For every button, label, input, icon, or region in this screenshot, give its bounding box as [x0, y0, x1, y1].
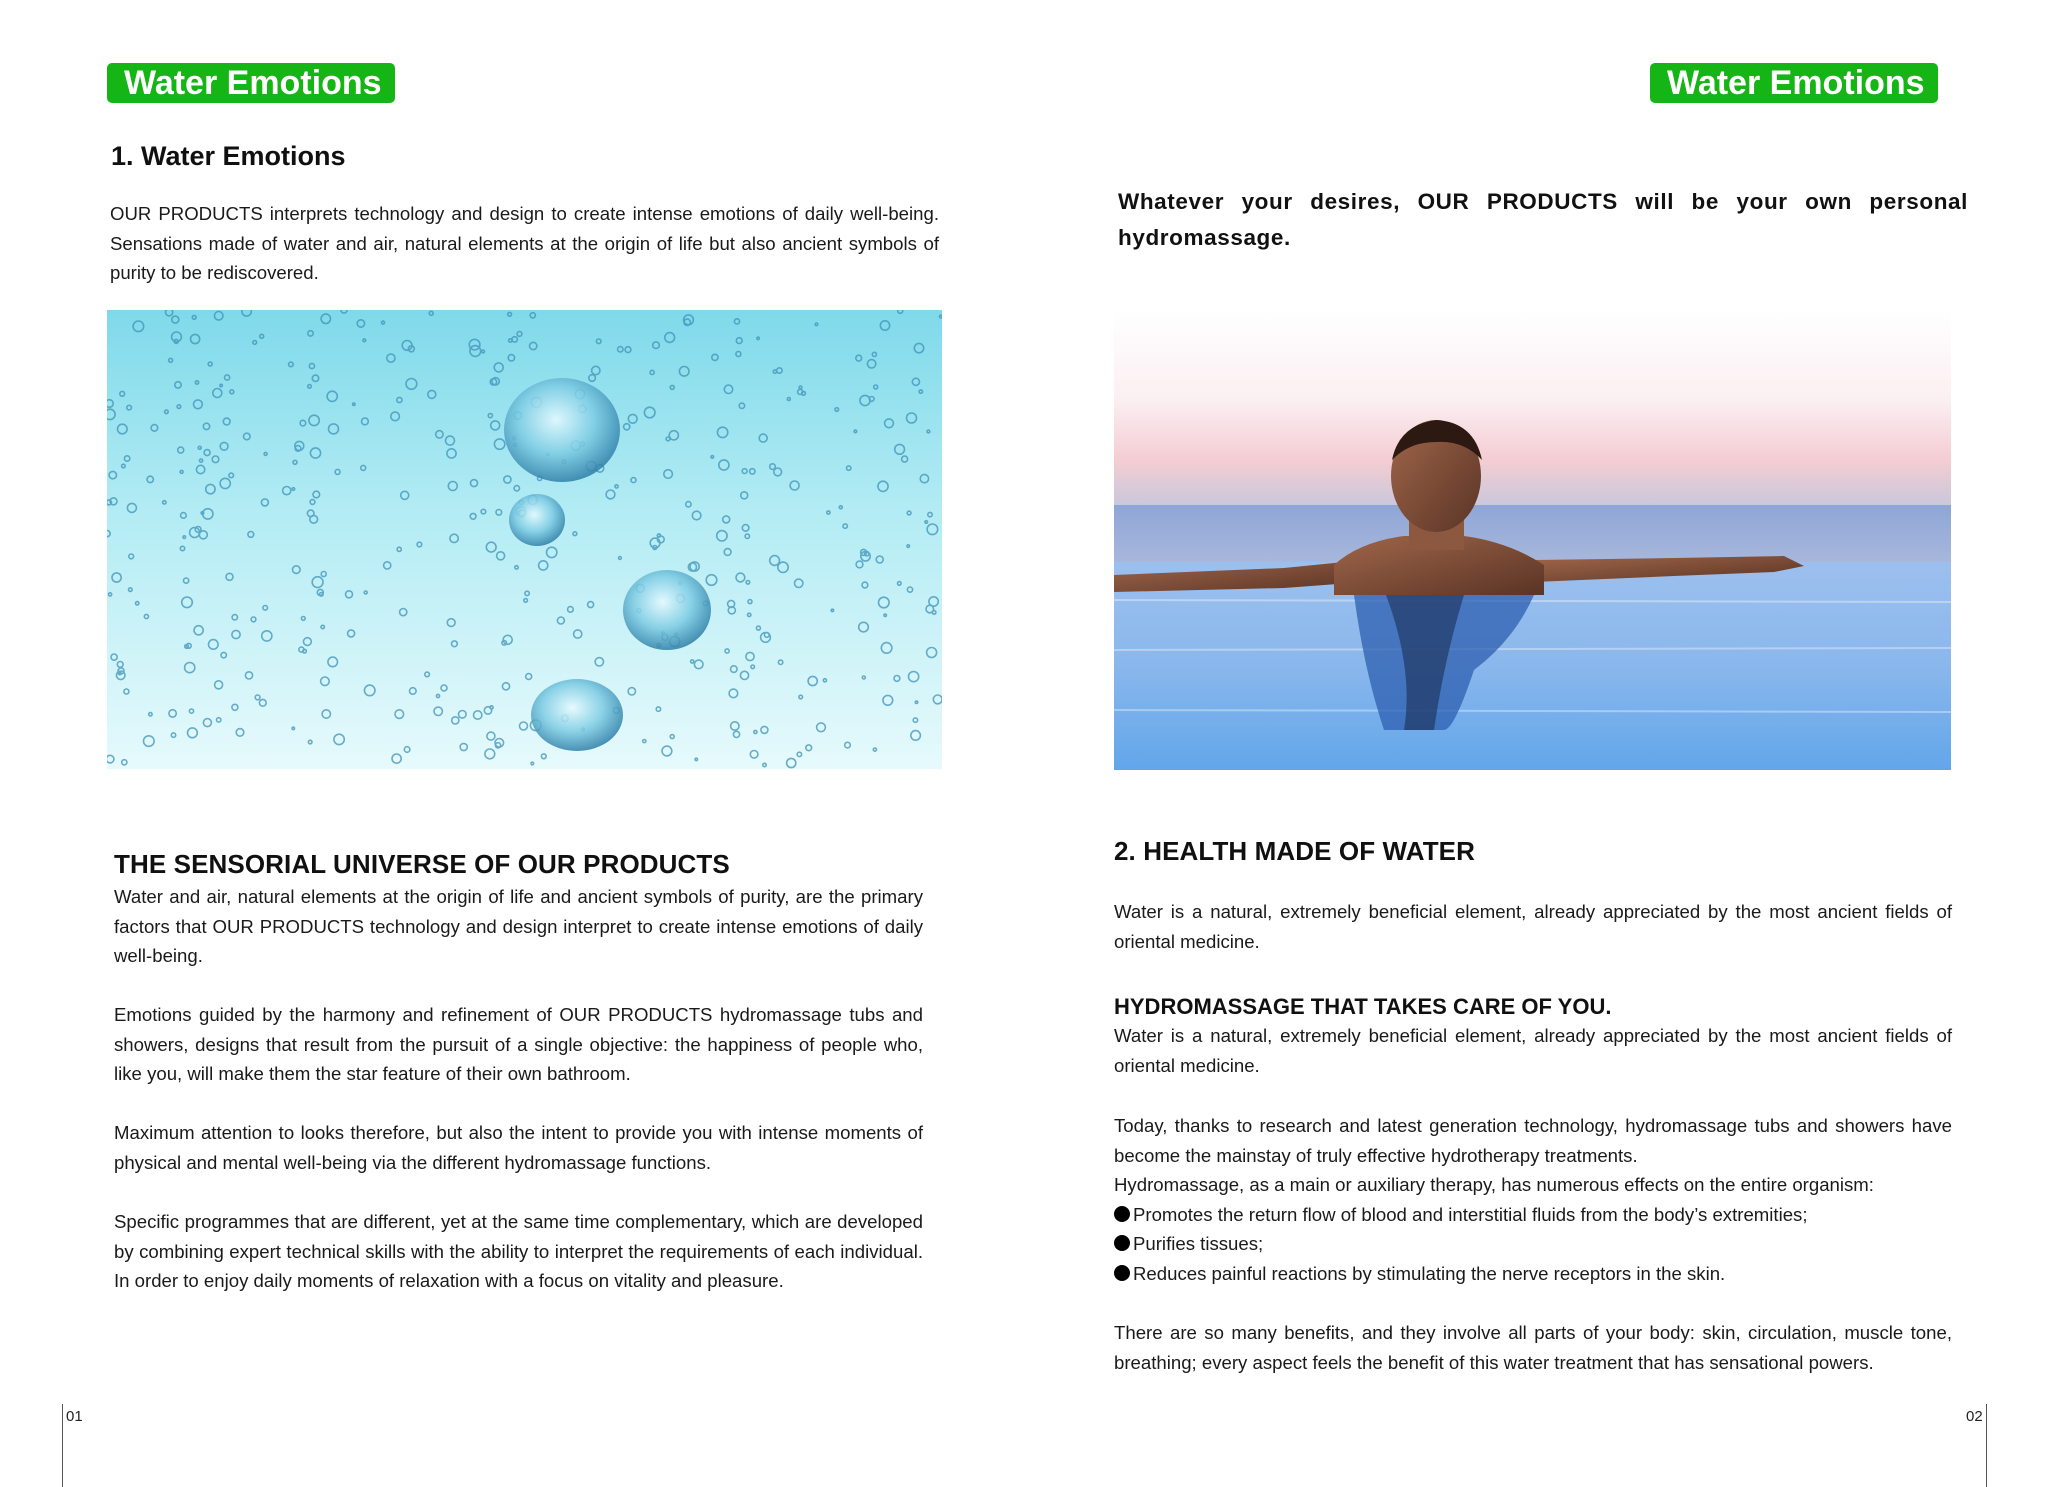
health-paragraph: Water is a natural, extremely beneficial element, already appreciated by the most ancient fields of oriental medicine. [1114, 901, 1952, 952]
benefit-bullet [1114, 1200, 1808, 1230]
bullet-text: Purifies tissues; [1133, 1233, 1264, 1254]
hydromassage-care-title: HYDROMASSAGE THAT TAKES CARE OF YOU. [1114, 994, 1612, 1019]
sensorial-section-title: THE SENSORIAL UNIVERSE OF OUR PRODUCTS [114, 849, 730, 879]
sensorial-paragraph-3: Maximum attention to looks therefore, but also the intent to provide you with intense moments of physical and mental well-being via the different hydromassage functions. [114, 1122, 923, 1173]
benefit-bullet [1114, 1229, 1263, 1259]
bullet-dot-icon [1114, 1235, 1130, 1251]
page-number-right: 02 [1966, 1408, 1983, 1425]
page-heading: 1. Water Emotions [111, 141, 346, 171]
bullet-text: Promotes the return flow of blood and interstitial fluids from the body’s extremities; [1133, 1204, 1808, 1225]
care-paragraph: Water is a natural, extremely beneficial element, already appreciated by the most ancient fields of oriental medicine. [1114, 1025, 1952, 1076]
section-badge: Water Emotions [1650, 63, 1938, 103]
bullet-text: Reduces painful reactions by stimulating the nerve receptors in the skin. [1133, 1263, 1726, 1284]
sensorial-paragraph-2: Emotions guided by the harmony and refinement of OUR PRODUCTS hydromassage tubs and showers, designs that result from the pursuit of a single objective: the happiness of people who, like you, will make them the star feature of their own bathroom. [114, 1004, 923, 1084]
section-badge: Water Emotions [107, 63, 395, 103]
closing-paragraph: There are so many benefits, and they involve all parts of your body: skin, circulation, muscle tone, breathing; every aspect feels the benefit of this water treatment that has sensational powers. [1114, 1322, 1952, 1373]
sensorial-paragraph-1: Water and air, natural elements at the origin of life and ancient symbols of purity, are the primary factors that OUR PRODUCTS technology and design interpret to create intense emotions of daily well-being. [114, 886, 923, 966]
tagline: Whatever your desires, OUR PRODUCTS will be your own personal hydromassage. [1118, 189, 1968, 250]
benefit-bullet [1114, 1259, 1725, 1289]
bubbles-photo [107, 310, 942, 769]
intro-paragraph: OUR PRODUCTS interprets technology and design to create intense emotions of daily well-being. Sensations made of water and air, natural elements at the origin of life but also ancient symbols of purity to be rediscovered. [110, 203, 939, 283]
health-section-title: 2. HEALTH MADE OF WATER [1114, 836, 1475, 866]
sensorial-paragraph-4: Specific programmes that are different, yet at the same time complementary, which are developed by combining expert technical skills with the ability to interpret the requirements of each individual. In order to enjoy daily moments of relaxation with a focus on vitality and pleasure. [114, 1211, 923, 1291]
technology-paragraph: Today, thanks to research and latest generation technology, hydromassage tubs and showers have become the mainstay of truly effective hydrotherapy treatments. [1114, 1115, 1952, 1166]
page-number-left: 01 [66, 1408, 83, 1425]
bubbles-image [107, 310, 942, 769]
bullet-dot-icon [1114, 1206, 1130, 1222]
page-rule-right [1986, 1404, 1987, 1487]
bullet-dot-icon [1114, 1265, 1130, 1281]
right-page [1024, 0, 2048, 1487]
pool-image [1114, 310, 1951, 770]
page-rule-left [62, 1404, 63, 1487]
therapy-paragraph: Hydromassage, as a main or auxiliary therapy, has numerous effects on the entire organism: [1114, 1174, 1874, 1195]
pool-photo [1114, 310, 1951, 770]
